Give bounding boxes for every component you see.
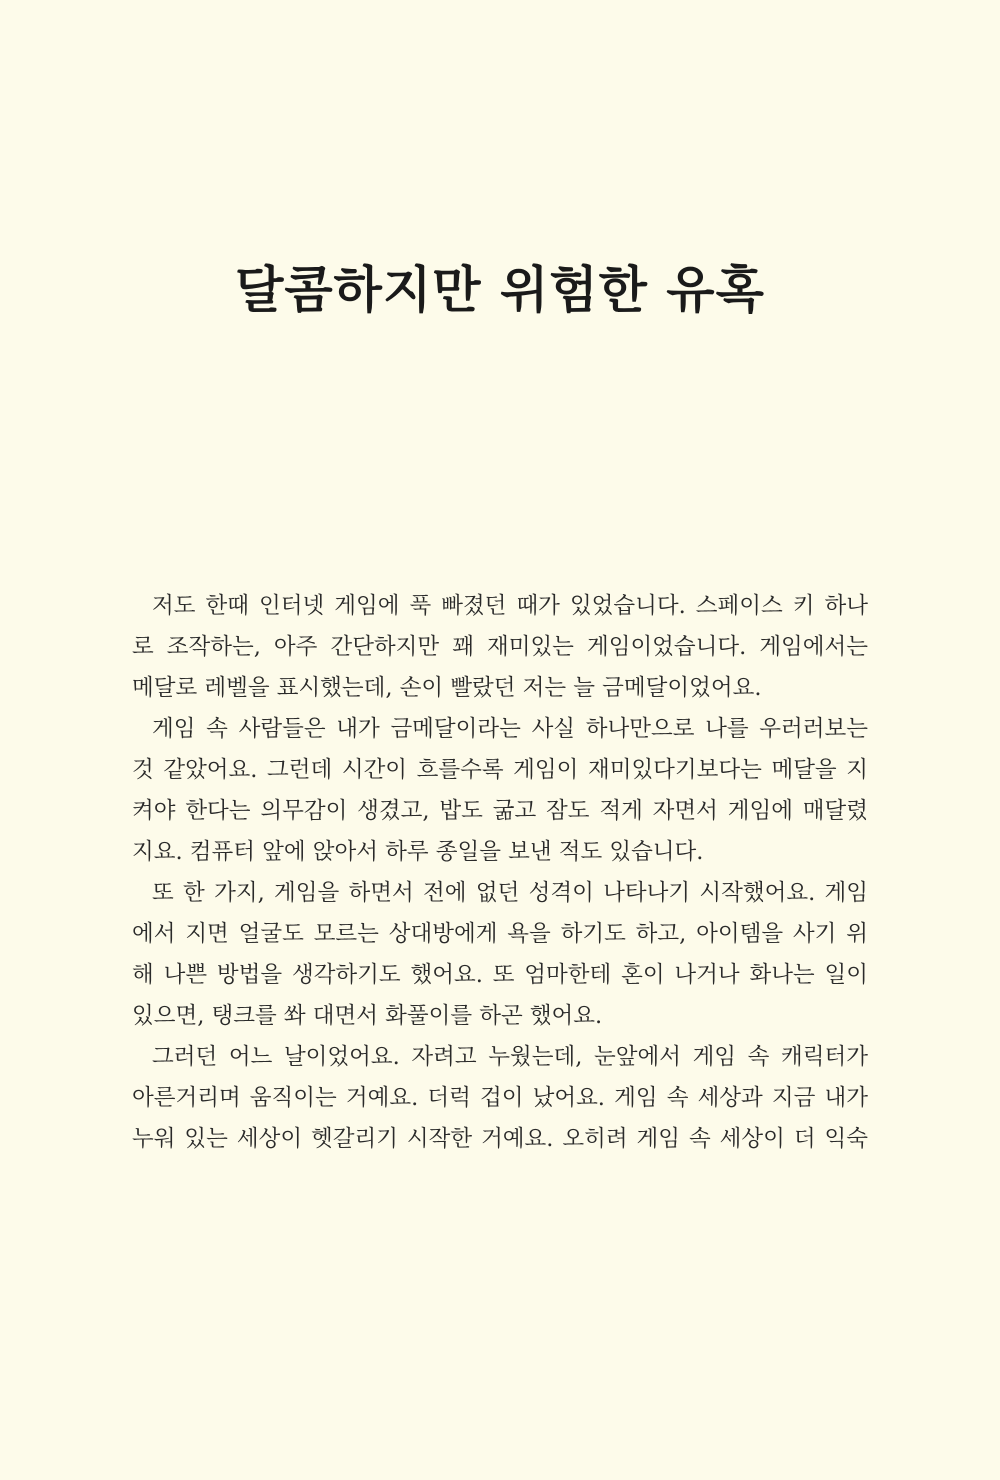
- paragraph-3: [132, 873, 868, 1037]
- text-line: 저도 한때 인터넷 게임에 푹 빠졌던 때가 있었습니다. 스페이스 키 하나: [152, 593, 868, 619]
- paragraph-2: [132, 709, 868, 873]
- text-line: 또 한 가지, 게임을 하면서 전에 없던 성격이 나타나기 시작했어요. 게임: [152, 880, 868, 906]
- text-line: 있으면, 탱크를 쏴 대면서 화풀이를 하곤 했어요.: [132, 1003, 603, 1029]
- text-line: 누워 있는 세상이 헷갈리기 시작한 거예요. 오히려 게임 속 세상이 더 익숙: [132, 1126, 868, 1152]
- text-line: 메달로 레벨을 표시했는데, 손이 빨랐던 저는 늘 금메달이었어요.: [132, 675, 762, 701]
- text-line: 에서 지면 얼굴도 모르는 상대방에게 욕을 하기도 하고, 아이템을 사기 위: [132, 921, 868, 947]
- body-text: [132, 586, 868, 1160]
- text-line: 아른거리며 움직이는 거예요. 더럭 겁이 났어요. 게임 속 세상과 지금 내가: [132, 1085, 868, 1111]
- text-line: 것 같았어요. 그런데 시간이 흐를수록 게임이 재미있다기보다는 메달을 지: [132, 757, 868, 783]
- chapter-title: 달콤하지만 위험한 유혹: [235, 261, 765, 319]
- text-line: 해 나쁜 방법을 생각하기도 했어요. 또 엄마한테 혼이 나거나 화나는 일이: [132, 962, 868, 988]
- text-line: 그러던 어느 날이었어요. 자려고 누웠는데, 눈앞에서 게임 속 캐릭터가: [152, 1044, 868, 1070]
- paragraph-4: [132, 1037, 868, 1160]
- text-line: 로 조작하는, 아주 간단하지만 꽤 재미있는 게임이었습니다. 게임에서는: [132, 634, 868, 660]
- text-line: 게임 속 사람들은 내가 금메달이라는 사실 하나만으로 나를 우러러보는: [152, 716, 868, 742]
- text-line: 켜야 한다는 의무감이 생겼고, 밥도 굶고 잠도 적게 자면서 게임에 매달렸: [132, 798, 868, 824]
- text-line: 지요. 컴퓨터 앞에 앉아서 하루 종일을 보낸 적도 있습니다.: [132, 839, 704, 865]
- paragraph-1: [132, 586, 868, 709]
